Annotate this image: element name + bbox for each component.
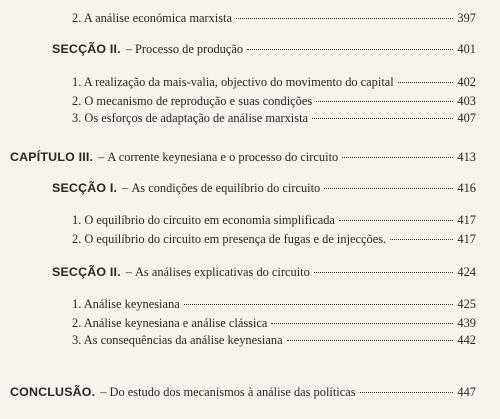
toc-page-number: 413 xyxy=(457,150,476,164)
dot-leader xyxy=(339,220,454,221)
toc-page-number: 442 xyxy=(457,333,476,347)
dash: – xyxy=(125,265,132,279)
toc-entry-title: A corrente keynesiana e o processo do circuito xyxy=(107,150,339,164)
toc-entry-title: 2. O equilíbrio do circuito em presença de fugas e de injecções. xyxy=(72,232,387,246)
toc-page-number: 447 xyxy=(457,385,476,399)
dot-leader xyxy=(236,18,453,19)
toc-entry-title: As condições de equilíbrio do circuito xyxy=(131,181,321,195)
dot-leader xyxy=(312,118,453,119)
dash: – xyxy=(125,42,132,56)
toc-entry xyxy=(72,10,476,26)
dot-leader xyxy=(324,188,453,189)
toc-section-heading xyxy=(52,41,476,57)
dot-leader xyxy=(247,49,453,50)
toc-entry xyxy=(72,315,476,331)
toc-entry xyxy=(72,296,476,312)
toc-entry xyxy=(72,110,476,126)
toc-page-number: 402 xyxy=(457,75,476,89)
toc-page-number: 439 xyxy=(457,316,476,330)
conclusion-label: CONCLUSÃO. xyxy=(10,385,96,399)
toc-entry-title: As análises explicativas do circuito xyxy=(134,265,310,279)
dot-leader xyxy=(398,82,454,83)
toc-page-number: 424 xyxy=(457,265,476,279)
toc-page-number: 425 xyxy=(457,297,476,311)
toc-entry-title: 2. A análise económica marxista xyxy=(72,11,232,25)
toc-page-number: 401 xyxy=(457,42,476,56)
dot-leader xyxy=(184,304,454,305)
toc-entry-title: 1. Análise keynesiana xyxy=(72,297,180,311)
toc-conclusion-heading xyxy=(10,384,476,400)
dot-leader xyxy=(271,323,453,324)
toc-chapter-heading xyxy=(10,149,476,165)
toc-entry-title: 2. Análise keynesiana e análise clássica xyxy=(72,316,268,330)
toc-entry xyxy=(72,212,476,228)
toc-entry xyxy=(72,74,476,90)
dash: – xyxy=(100,385,107,399)
toc-section-heading xyxy=(52,264,476,280)
toc-entry-title: 3. Os esforços de adaptação de análise marxista xyxy=(72,111,309,125)
dot-leader xyxy=(316,101,453,102)
toc-entry xyxy=(72,332,476,348)
dash: – xyxy=(98,150,105,164)
toc-entry-title: 2. O mecanismo de reprodução e suas condições xyxy=(72,94,313,108)
dot-leader xyxy=(390,239,453,240)
dash: – xyxy=(122,181,129,195)
toc-page-number: 403 xyxy=(457,94,476,108)
toc-entry-title: Do estudo dos mecanismos à análise das políticas xyxy=(109,385,356,399)
toc-page-number: 416 xyxy=(457,181,476,195)
dot-leader xyxy=(342,157,453,158)
section-label: SECÇÃO II. xyxy=(52,42,121,56)
dot-leader xyxy=(314,272,454,273)
section-label: SECÇÃO II. xyxy=(52,265,121,279)
toc-entry xyxy=(72,93,476,109)
toc-entry xyxy=(72,231,476,247)
dot-leader xyxy=(360,392,454,393)
toc-entry-title: Processo de produção xyxy=(134,42,244,56)
toc-page-number: 417 xyxy=(457,213,476,227)
toc-page-number: 407 xyxy=(457,111,476,125)
section-label: SECÇÃO I. xyxy=(52,181,118,195)
toc-entry-title: 3. As consequências da análise keynesiana xyxy=(72,333,283,347)
toc-page-number: 417 xyxy=(457,232,476,246)
toc-entry-title: 1. O equilíbrio do circuito em economia simplificada xyxy=(72,213,335,227)
toc-page-number: 397 xyxy=(457,11,476,25)
chapter-label: CAPÍTULO III. xyxy=(10,150,94,164)
dot-leader xyxy=(287,340,454,341)
toc-section-heading xyxy=(52,180,476,196)
toc-entry-title: 1. A realização da mais-valia, objectivo do movimento do capital xyxy=(72,75,394,89)
